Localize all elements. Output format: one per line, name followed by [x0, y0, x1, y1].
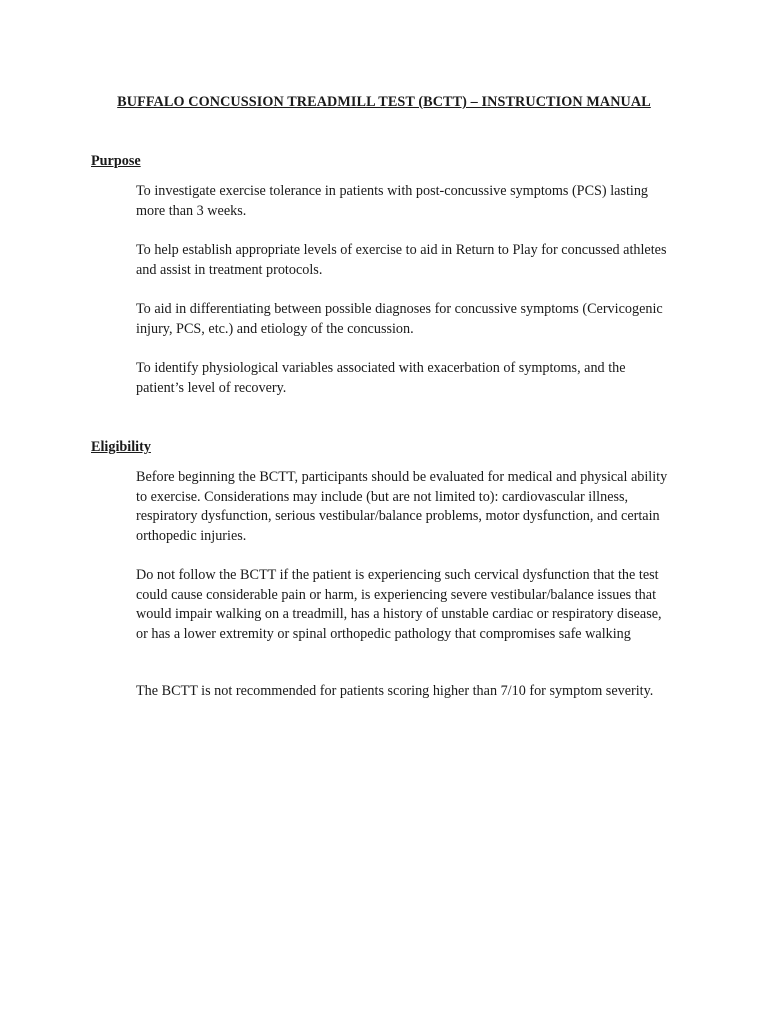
section-heading-eligibility: Eligibility: [91, 439, 151, 455]
purpose-paragraph-1: To investigate exercise tolerance in patients with post-concussive symptoms (PCS) lasting more than 3 weeks.: [136, 183, 649, 219]
purpose-paragraph-2: To help establish appropriate levels of exercise to aid in Return to Play for concussed athletes and assist in treatment protocols.: [136, 242, 667, 278]
document-title: BUFFALO CONCUSSION TREADMILL TEST (BCTT) – INSTRUCTION MANUAL: [117, 94, 651, 110]
eligibility-paragraph-2: Do not follow the BCTT if the patient is experiencing such cervical dysfunction that the test could cause considerable pain or harm, is experiencing severe vestibular/balance issues that would impair walking on a treadmill, has a history of unstable cardiac or respiratory disease, or has a lower extremity or spinal orthopedic pathology that compromises safe walking: [136, 567, 662, 642]
purpose-paragraph-3: To aid in differentiating between possible diagnoses for concussive symptoms (Cervicogenic injury, PCS, etc.) and etiology of the concussion.: [136, 301, 663, 337]
purpose-paragraph-4: To identify physiological variables associated with exacerbation of symptoms, and the patient’s level of recovery.: [136, 360, 626, 396]
eligibility-paragraph-3: The BCTT is not recommended for patients scoring higher than 7/10 for symptom severity.: [136, 683, 654, 699]
section-heading-purpose: Purpose: [91, 153, 141, 169]
eligibility-paragraph-1: Before beginning the BCTT, participants should be evaluated for medical and physical ability to exercise. Considerations may include (but are not limited to): cardiovascular illness, respiratory dysfunction, serious vestibular/balance problems, motor dysfunction, and certain orthopedic injuries.: [136, 469, 668, 544]
